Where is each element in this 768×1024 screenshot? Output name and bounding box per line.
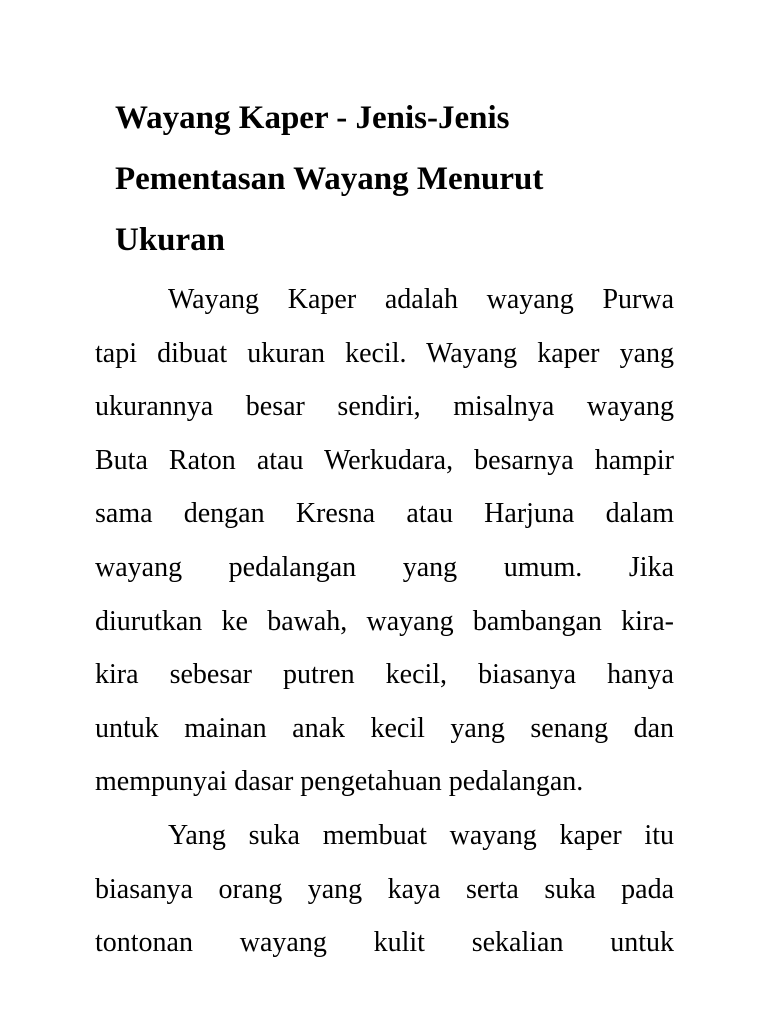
paragraph-1 xyxy=(95,273,674,809)
paragraph-line: wayang pedalangan yang umum. Jika xyxy=(95,551,674,583)
paragraph-2 xyxy=(95,809,674,970)
paragraph-line: sama dengan Kresna atau Harjuna dalam xyxy=(95,498,674,530)
paragraph-line: tapi dibuat ukuran kecil. Wayang kaper yang xyxy=(95,337,674,369)
title-line: Pementasan Wayang Menurut xyxy=(115,161,544,197)
title-line: Wayang Kaper - Jenis-Jenis xyxy=(115,100,510,136)
paragraph-line: Wayang Kaper adalah wayang Purwa xyxy=(168,284,674,315)
document-title xyxy=(115,88,675,271)
paragraph-line: kira sebesar putren kecil, biasanya hanya xyxy=(95,659,674,691)
paragraph-line: untuk mainan anak kecil yang senang dan xyxy=(95,712,674,744)
paragraph-line: Buta Raton atau Werkudara, besarnya hampir xyxy=(95,444,674,476)
paragraph-line: mempunyai dasar pengetahuan pedalangan. xyxy=(95,766,584,798)
paragraph-line: ukurannya besar sendiri, misalnya wayang xyxy=(95,391,674,423)
title-line: Ukuran xyxy=(115,222,226,258)
document-body xyxy=(95,273,674,970)
paragraph-line: biasanya orang yang kaya serta suka pada xyxy=(95,873,674,905)
paragraph-line: diurutkan ke bawah, wayang bambangan kira- xyxy=(95,605,674,637)
paragraph-line: tontonan wayang kulit sekalian untuk xyxy=(95,927,674,959)
paragraph-line: Yang suka membuat wayang kaper itu xyxy=(168,819,674,851)
